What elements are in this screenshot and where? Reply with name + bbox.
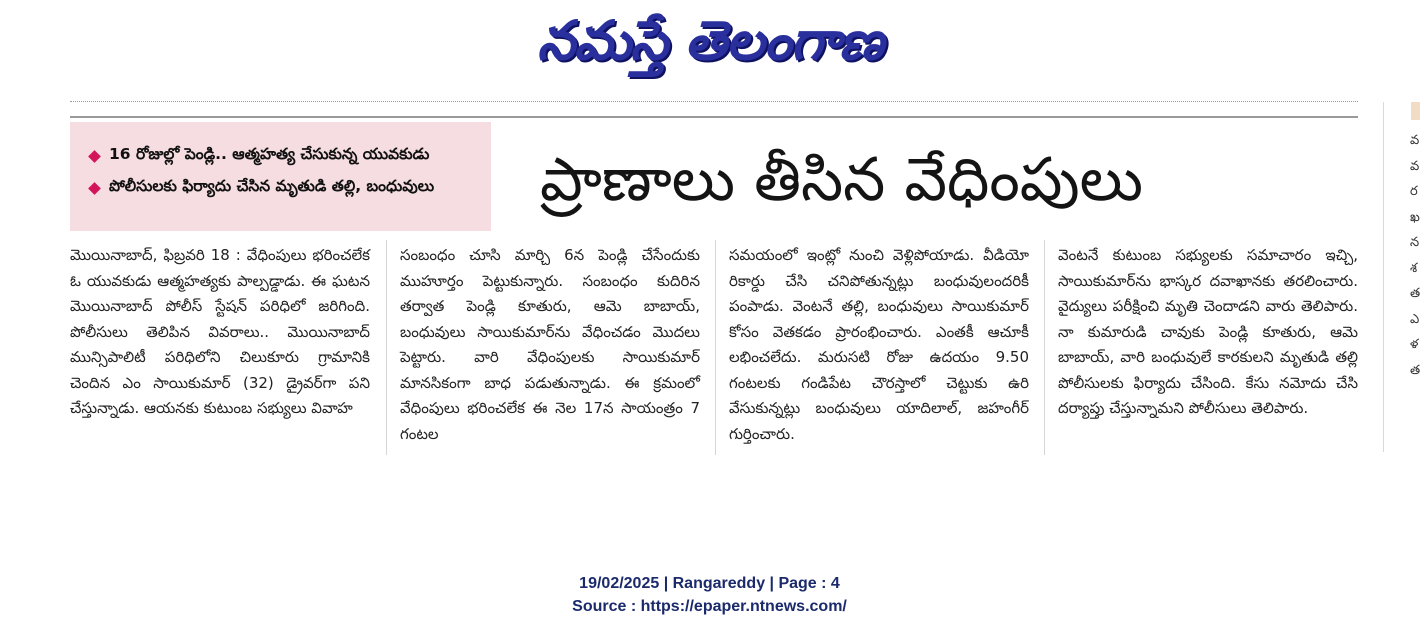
article-column-2: సంబంధం చూసి మార్చి 6న పెండ్లి చేసేందుకు ముహూర్తం పెట్టుకున్నారు. సంబంధం కుదిరిన తర్వాత పెండ్లి కూతురు, ఆమె బాబాయ్, బంధువులు సాయికుమార్‌ను వేధించడం మొదలు పెట్టారు. వారి వేధింపులకు సాయికుమార్ మానసికంగా బాధ పడుతున్నాడు. ఈ క్రమంలో వేధింపులు భరించలేక ఈ నెల 17న సాయంత్రం 7 గంటల xyxy=(400,246,700,443)
article-headline: ప్రాణాలు తీసిన వేధింపులు xyxy=(540,145,1143,215)
diamond-bullet-icon xyxy=(88,150,101,163)
footer-source-link[interactable]: Source : https://epaper.ntnews.com/ xyxy=(572,598,847,615)
kicker-text: 16 రోజుల్లో పెండ్లి.. ఆత్మహత్య చేసుకున్న యువకుడు xyxy=(109,145,430,163)
article-column-1: మొయినాబాద్, ఫిబ్రవరి 18 : వేధింపులు భరించలేక ఓ యువకుడు ఆత్మహత్యకు పాల్పడ్డాడు. ఈ ఘటన మొయినాబాద్ పోలీస్ స్టేషన్ పరిధిలో జరిగింది. పోలీసులు తెలిపిన వివరాలు.. మొయినాబాద్ మున్సిపాలిటీ పరిధిలోని చిలుకూరు గ్రామానికి చెందిన ఎం సాయికుమార్ (32) డ్రైవర్‌గా పని చేస్తున్నాడు. ఆయనకు కుటుంబ సభ్యులు వివాహ xyxy=(70,246,370,417)
kicker-item xyxy=(90,140,491,172)
page-footer xyxy=(0,572,1419,618)
column-divider xyxy=(386,240,387,455)
kicker-text: పోలీసులకు ఫిర్యాదు చేసిన మృతుడి తల్లి, బంధువులు xyxy=(109,177,435,195)
masthead-logo: నమస్తే తెలంగాణ xyxy=(537,8,883,72)
diamond-bullet-icon xyxy=(88,182,101,195)
top-dotted-rule xyxy=(70,101,1358,102)
column-divider xyxy=(715,240,716,455)
kicker-box xyxy=(70,122,491,231)
headline-rule xyxy=(70,116,1358,118)
column-divider xyxy=(1044,240,1045,455)
adjacent-column-fragment: వ వ ర ఖ న శ త ఎ ళ త xyxy=(1410,133,1421,378)
kicker-item xyxy=(90,172,491,204)
article-column-4: వెంటనే కుటుంబ సభ్యులకు సమాచారం ఇచ్చి, సాయికుమార్‌ను భాస్కర దవాఖానకు తరలించారు. వైద్యులు పరీక్షించి మృతి చెందాడని వారు తెలిపారు. నా కుమారుడి చావుకు పెండ్లి కూతురు, ఆమె బాబాయ్, వారి బంధువులే కారకులని మృతుడి తల్లి పోలీసులకు ఫిర్యాదు చేసింది. కేసు నమోదు చేసి దర్యాప్తు చేస్తున్నామని పోలీసులు తెలిపారు. xyxy=(1058,246,1358,417)
adjacent-article-strip xyxy=(1383,102,1420,452)
article-column-3: సమయంలో ఇంట్లో నుంచి వెళ్లిపోయాడు. వీడియో రికార్డు చేసి చనిపోతున్నట్లు బంధువులందరికీ పంపాడు. వెంటనే తల్లి, బంధువులు సాయికుమార్ కోసం వెతకడం ప్రారంభించారు. ఎంతకీ ఆచూకీ లభించలేదు. మరుసటి రోజు ఉదయం 9.50 గంటలకు గండిపేట చౌరస్తాలో చెట్టుకు ఉరి వేసుకున్నట్లు బంధువులు యాదిలాల్, జహంగీర్ గుర్తించారు. xyxy=(729,246,1029,443)
adjacent-article-tab xyxy=(1411,102,1420,120)
footer-edition-info: 19/02/2025 | Rangareddy | Page : 4 xyxy=(579,575,840,592)
